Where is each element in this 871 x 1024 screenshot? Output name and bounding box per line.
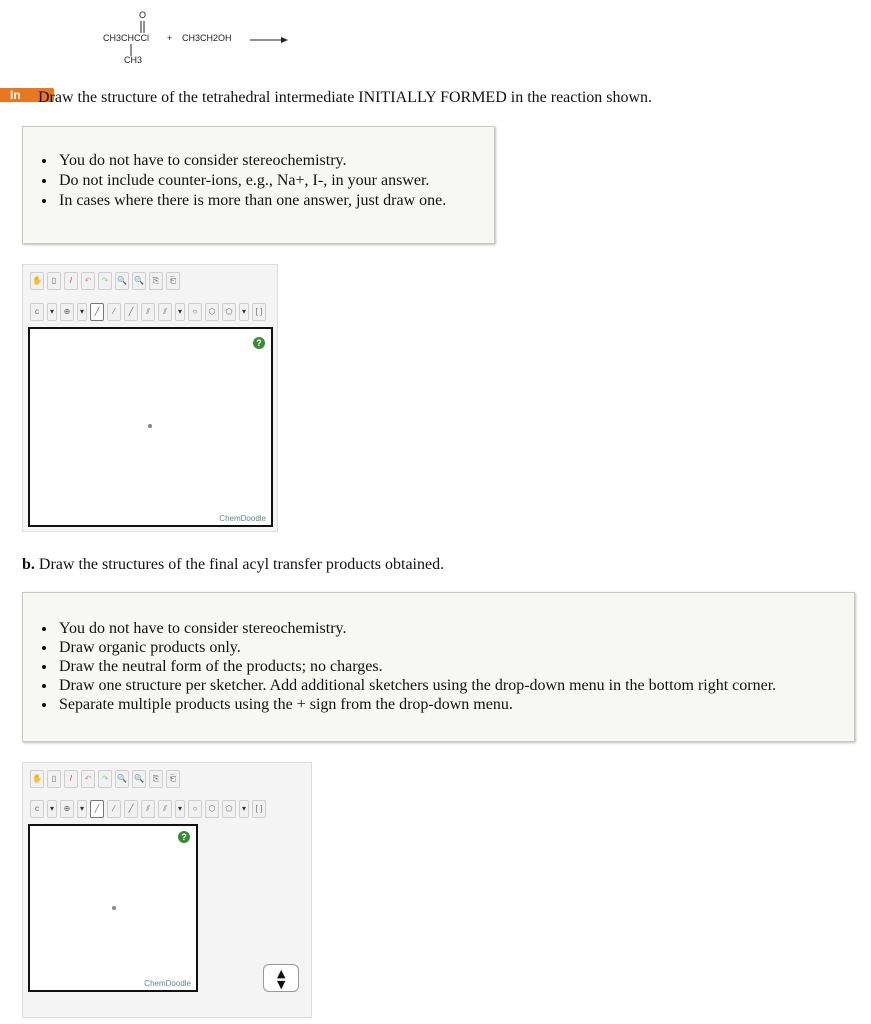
zoom-in-icon[interactable]: 🔍: [115, 272, 129, 290]
instruction-item: • You do not have to consider stereochemistry.: [57, 619, 854, 638]
drawing-canvas[interactable]: [28, 824, 198, 992]
eraser-icon[interactable]: /: [64, 272, 78, 290]
help-icon[interactable]: ?: [178, 831, 190, 843]
ring6-icon[interactable]: ⬡: [205, 800, 219, 818]
label-icon[interactable]: c: [30, 303, 44, 321]
acid-chloride-formula: CH3CHCCl: [103, 33, 150, 43]
undo-icon[interactable]: ↶: [81, 770, 95, 788]
charge-icon[interactable]: ⊕: [60, 800, 74, 818]
copy-icon[interactable]: ⎘: [149, 770, 163, 788]
part-a-instructions: [22, 126, 495, 244]
help-icon[interactable]: ?: [253, 337, 265, 349]
carbonyl-oxygen: O: [139, 10, 147, 20]
part-b-prompt: [22, 556, 444, 574]
dropdown-icon[interactable]: ▾: [47, 303, 57, 321]
dropdown-icon[interactable]: ▾: [239, 800, 249, 818]
part-b-instructions: [22, 592, 855, 742]
dropdown-icon[interactable]: ▾: [77, 800, 87, 818]
label-icon[interactable]: c: [30, 800, 44, 818]
part-a-prompt: Draw the structure of the tetrahedral intermediate INITIALLY FORMED in the reaction shown.: [38, 89, 653, 106]
instruction-item: • Draw organic products only.: [57, 638, 854, 657]
zoom-in-icon[interactable]: 🔍: [115, 770, 129, 788]
hand-icon[interactable]: ✋: [30, 770, 44, 788]
eraser-icon[interactable]: /: [64, 770, 78, 788]
redo-icon[interactable]: ↷: [98, 770, 112, 788]
wedge-bond-icon[interactable]: ⁄: [107, 303, 121, 321]
instruction-item: • In cases where there is more than one answer, just draw one.: [57, 191, 494, 211]
bracket-icon[interactable]: [ ]: [252, 303, 266, 321]
dropdown-icon[interactable]: ▾: [175, 303, 185, 321]
methyl-branch: CH3: [124, 55, 143, 65]
sketcher-a: [22, 264, 278, 532]
ring5-icon[interactable]: ⬠: [222, 800, 236, 818]
hash-bond-icon[interactable]: ╱: [124, 800, 138, 818]
zoom-out-icon[interactable]: 🔍: [132, 770, 146, 788]
ring5-icon[interactable]: ⬠: [222, 303, 236, 321]
sketcher-toolbar-top: [30, 272, 180, 290]
instruction-item: • You do not have to consider stereochemistry.: [57, 151, 494, 171]
section-badge: In: [0, 88, 54, 102]
instruction-item: • Draw one structure per sketcher. Add additional sketchers using the drop-down menu in the bottom right corner.: [57, 676, 854, 695]
redo-icon[interactable]: ↷: [98, 272, 112, 290]
instruction-item: • Draw the neutral form of the products; no charges.: [57, 657, 854, 676]
instruction-item: • Do not include counter-ions, e.g., Na+, I-, in your answer.: [57, 171, 494, 191]
canvas-center-dot: [148, 424, 152, 428]
chemdoodle-brand: ChemDoodle: [219, 514, 266, 523]
dropdown-icon[interactable]: ▾: [175, 800, 185, 818]
sketcher-toolbar-bottom: [30, 303, 266, 321]
ring-icon[interactable]: ○: [188, 800, 202, 818]
dropdown-icon[interactable]: ▾: [77, 303, 87, 321]
sketcher-toolbar-top: [30, 770, 180, 788]
zoom-out-icon[interactable]: 🔍: [132, 272, 146, 290]
carbonyl-double-bond-icon: [140, 21, 146, 33]
dropdown-icon[interactable]: ▾: [47, 800, 57, 818]
triple-bond-icon[interactable]: ⫽: [158, 303, 172, 321]
copy-icon[interactable]: ⎘: [149, 272, 163, 290]
select-arrows-icon: ▲▼: [277, 967, 286, 991]
ethanol-formula: CH3CH2OH: [182, 33, 232, 43]
plus-sign: +: [167, 33, 173, 43]
reaction-scheme: [100, 10, 300, 65]
reaction-arrow-icon: [250, 36, 288, 44]
instruction-item: • Separate multiple products using the + sign from the drop-down menu.: [57, 695, 854, 714]
wedge-bond-icon[interactable]: ⁄: [107, 800, 121, 818]
double-bond-icon[interactable]: ⫽: [141, 303, 155, 321]
sketcher-toolbar-bottom: [30, 800, 266, 818]
ring6-icon[interactable]: ⬡: [205, 303, 219, 321]
bracket-icon[interactable]: [ ]: [252, 800, 266, 818]
drawing-canvas[interactable]: [28, 327, 273, 527]
part-b-text: Draw the structures of the final acyl transfer products obtained.: [38, 556, 445, 573]
double-bond-icon[interactable]: ⫽: [141, 800, 155, 818]
single-bond-icon[interactable]: ╱: [90, 303, 104, 321]
part-b-label: b.: [22, 556, 35, 573]
single-bond-icon[interactable]: ╱: [90, 800, 104, 818]
paste-icon[interactable]: ⎗: [166, 272, 180, 290]
sketcher-b: [22, 762, 312, 1018]
charge-icon[interactable]: ⊕: [60, 303, 74, 321]
ring-icon[interactable]: ○: [188, 303, 202, 321]
paste-icon[interactable]: ⎗: [166, 770, 180, 788]
canvas-center-dot: [112, 906, 116, 910]
clear-icon[interactable]: ▯: [47, 770, 61, 788]
undo-icon[interactable]: ↶: [81, 272, 95, 290]
add-sketcher-select[interactable]: [263, 964, 299, 992]
triple-bond-icon[interactable]: ⫽: [158, 800, 172, 818]
clear-icon[interactable]: ▯: [47, 272, 61, 290]
dropdown-icon[interactable]: ▾: [239, 303, 249, 321]
chemdoodle-brand: ChemDoodle: [144, 979, 191, 988]
hash-bond-icon[interactable]: ╱: [124, 303, 138, 321]
hand-icon[interactable]: ✋: [30, 272, 44, 290]
